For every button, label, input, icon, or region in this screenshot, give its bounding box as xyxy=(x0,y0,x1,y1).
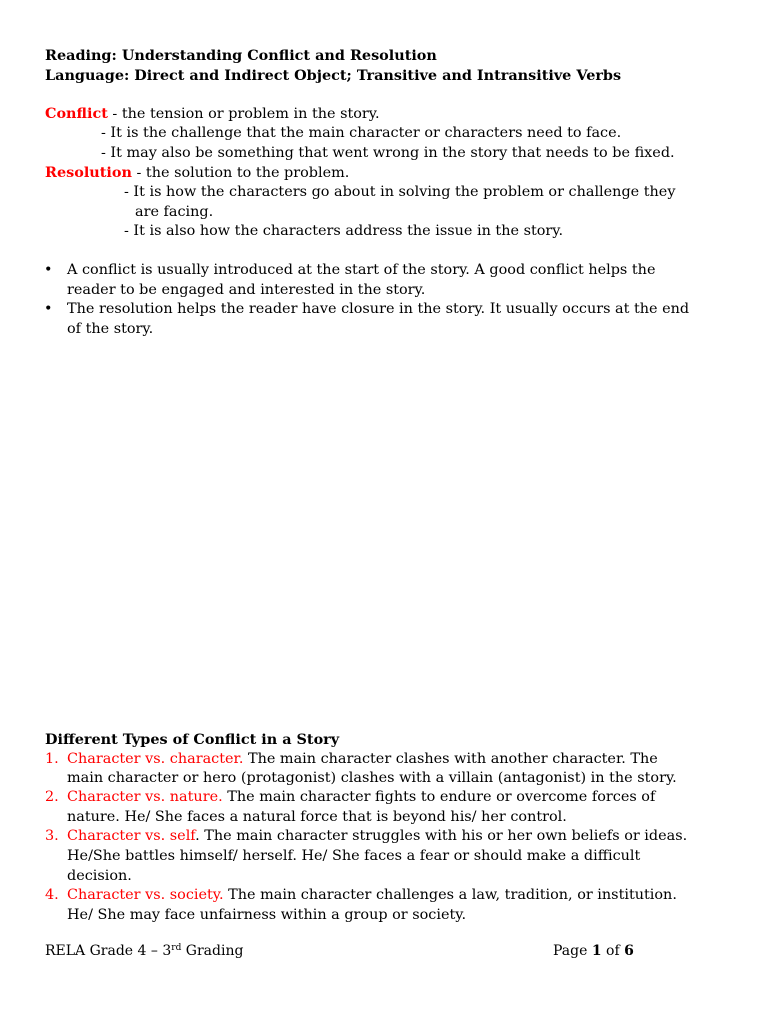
bullet-2-line-1: The resolution helps the reader have closure in the story. It usually occurs at the end xyxy=(67,301,690,317)
types-title: Different Types of Conflict in a Story xyxy=(45,731,340,748)
conflict-term: Conflict xyxy=(45,105,108,122)
conflict-detail-1: - It is the challenge that the main character or characters need to face. xyxy=(101,125,622,141)
type-3-line-3: decision. xyxy=(67,868,132,884)
footer-course-label: RELA Grade 4 – 3rd Grading xyxy=(45,943,244,959)
list-number: 3. xyxy=(45,828,59,844)
list-number: 1. xyxy=(45,751,59,767)
reading-heading: Reading: Understanding Conflict and Resolution xyxy=(45,47,437,64)
resolution-detail-2: - It is also how the characters address the issue in the story. xyxy=(124,223,564,239)
resolution-term: Resolution xyxy=(45,164,132,181)
list-number: 2. xyxy=(45,789,59,805)
page-total: 6 xyxy=(624,943,634,959)
type-1-label: Character vs. character. xyxy=(67,751,244,767)
resolution-definition-text: - the solution to the problem. xyxy=(131,165,350,181)
type-2-line-2: nature. He/ She faces a natural force that is beyond his/ her control. xyxy=(67,809,567,825)
type-4-label: Character vs. society. xyxy=(67,887,224,903)
conflict-definition xyxy=(45,104,380,125)
bullet-icon: • xyxy=(44,262,53,278)
type-3-line-1 xyxy=(67,827,687,847)
page-current: 1 xyxy=(591,943,602,959)
conflict-detail-2: - It may also be something that went wrong in the story that needs to be fixed. xyxy=(101,145,675,161)
type-1-line-2: main character or hero (protagonist) clashes with a villain (antagonist) in the story. xyxy=(67,770,677,786)
type-4-line-1 xyxy=(67,886,677,906)
type-3-text: . The main character struggles with his or her own beliefs or ideas. xyxy=(195,828,688,844)
bullet-2-line-2: of the story. xyxy=(67,321,154,337)
type-4-line-2: He/ She may face unfairness within a group or society. xyxy=(67,907,467,923)
type-1-line-1 xyxy=(67,750,658,770)
type-2-label: Character vs. nature. xyxy=(67,789,223,805)
type-2-text: The main character fights to endure or overcome forces of xyxy=(222,789,656,805)
type-4-text: The main character challenges a law, tradition, or institution. xyxy=(223,887,677,903)
type-3-line-2: He/She battles himself/ herself. He/ She faces a fear or should make a difficult xyxy=(67,848,641,864)
bullet-icon: • xyxy=(44,301,53,317)
type-1-text: The main character clashes with another character. The xyxy=(243,751,658,767)
list-number: 4. xyxy=(45,887,59,903)
page-counter: Page 1 of 6 xyxy=(553,943,634,959)
resolution-definition xyxy=(45,163,349,184)
type-3-label: Character vs. self xyxy=(67,828,196,844)
conflict-definition-text: - the tension or problem in the story. xyxy=(107,106,380,122)
bullet-1-line-1: A conflict is usually introduced at the start of the story. A good conflict helps the xyxy=(67,262,656,278)
type-2-line-1 xyxy=(67,788,655,808)
resolution-detail-1b: are facing. xyxy=(135,204,214,220)
language-heading: Language: Direct and Indirect Object; Transitive and Intransitive Verbs xyxy=(45,67,622,84)
resolution-detail-1a: - It is how the characters go about in solving the problem or challenge they xyxy=(124,184,676,200)
bullet-1-line-2: reader to be engaged and interested in the story. xyxy=(67,282,426,298)
